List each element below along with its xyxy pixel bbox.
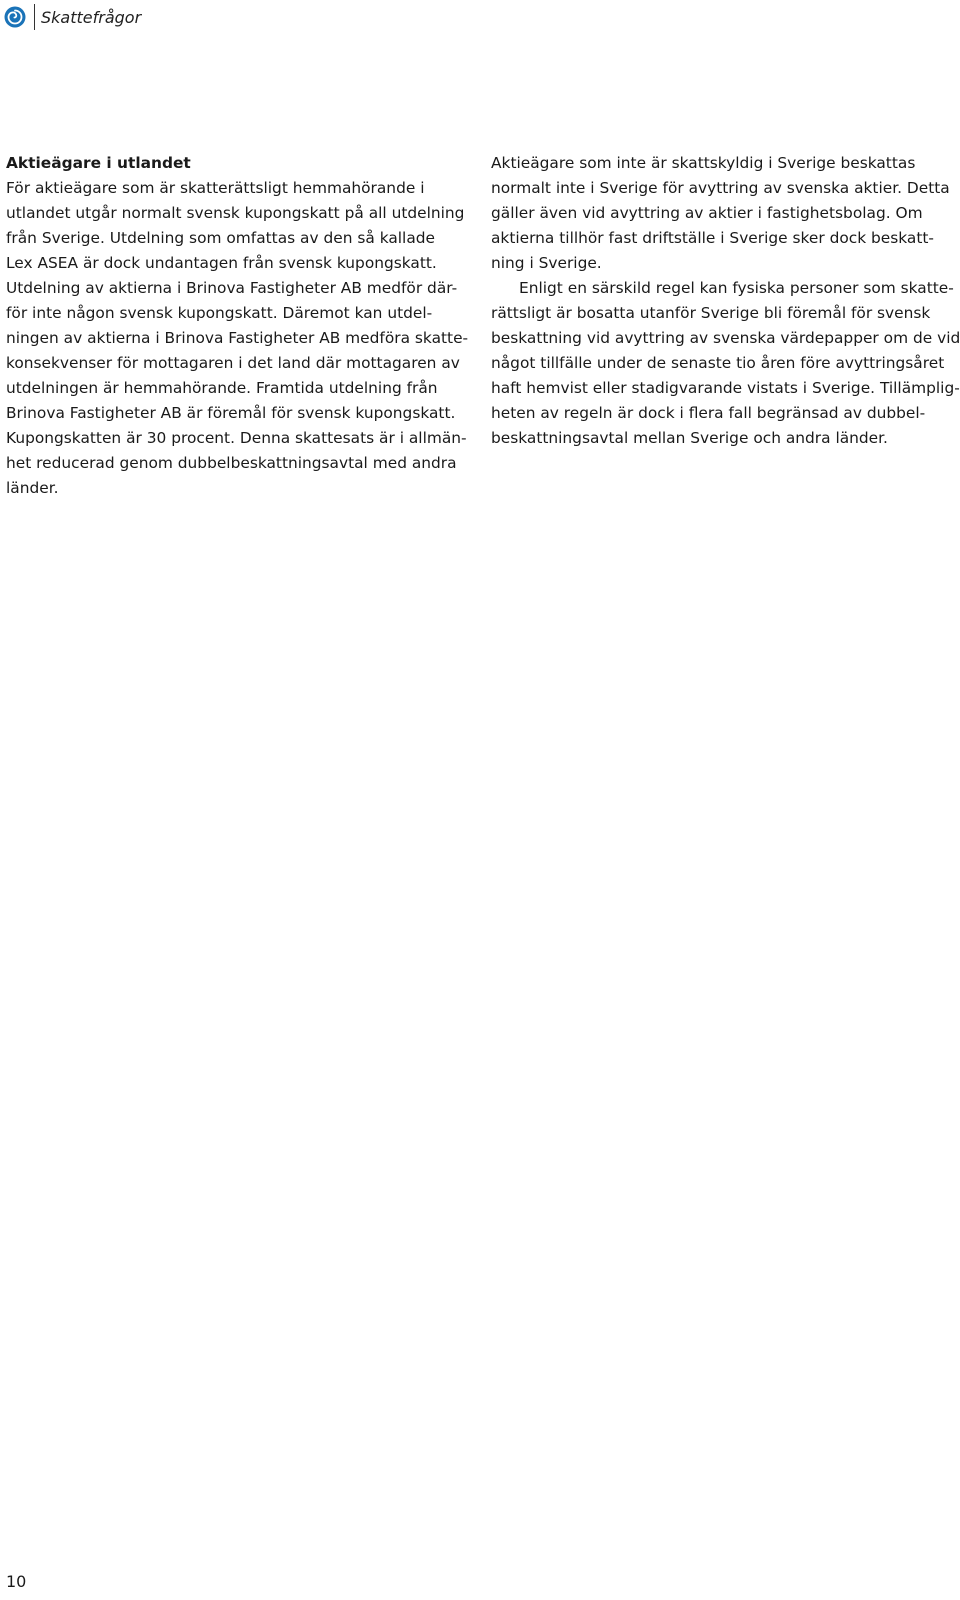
- text-line: För aktieägare som är skatterättsligt hemmahörande i: [6, 179, 425, 197]
- section-heading: Aktieägare i utlandet: [6, 154, 191, 172]
- text-line: Utdelning av aktierna i Brinova Fastigheter AB medför där-: [6, 279, 458, 297]
- text-line: het reducerad genom dubbelbeskattningsavtal med andra: [6, 454, 457, 472]
- text-line: konsekvenser för mottagaren i det land där mottagaren av: [6, 354, 460, 372]
- text-line: beskattning vid avyttring av svenska värdepapper om de vid: [491, 329, 960, 347]
- left-body: [6, 176, 469, 501]
- header-title: Skattefrågor: [41, 7, 142, 27]
- text-line: Aktieägare som inte är skattskyldig i Sverige beskattas: [491, 154, 916, 172]
- text-line: haft hemvist eller stadigvarande vistats i Sverige. Tillämplig-: [491, 379, 960, 397]
- text-line: från Sverige. Utdelning som omfattas av den så kallade: [6, 229, 435, 247]
- text-line: utlandet utgår normalt svensk kupongskatt på all utdelning: [6, 204, 465, 222]
- text-line: ning i Sverige.: [491, 254, 602, 272]
- text-line: Kupongskatten är 30 procent. Denna skattesats är i allmän-: [6, 429, 467, 447]
- swirl-logo-icon: [4, 6, 26, 28]
- text-line: heten av regeln är dock i flera fall begränsad av dubbel-: [491, 404, 926, 422]
- text-line: Enligt en särskild regel kan fysiska personer som skatte-: [519, 279, 954, 297]
- text-line: utdelningen är hemmahörande. Framtida utdelning från: [6, 379, 438, 397]
- page-header: [4, 4, 141, 30]
- text-line: gäller även vid avyttring av aktier i fastighetsbolag. Om: [491, 204, 923, 222]
- paragraph-1: [491, 151, 950, 276]
- text-line: rättsligt är bosatta utanför Sverige bli föremål för svensk: [491, 304, 931, 322]
- left-column: [6, 151, 469, 501]
- text-line: normalt inte i Sverige för avyttring av svenska aktier. Detta: [491, 179, 950, 197]
- right-column: [491, 151, 960, 451]
- text-line: Lex ASEA är dock undantagen från svensk kupongskatt.: [6, 254, 437, 272]
- text-line: beskattningsavtal mellan Sverige och andra länder.: [491, 429, 888, 447]
- text-line: länder.: [6, 479, 59, 497]
- text-line: aktierna tillhör fast driftställe i Sverige sker dock beskatt-: [491, 229, 934, 247]
- text-line: ningen av aktierna i Brinova Fastigheter AB medföra skatte-: [6, 329, 469, 347]
- text-line: Brinova Fastigheter AB är föremål för svensk kupongskatt.: [6, 404, 456, 422]
- paragraph-2: [491, 276, 960, 451]
- header-divider: [34, 4, 35, 30]
- page-number: 10: [6, 1572, 27, 1591]
- text-line: för inte någon svensk kupongskatt. Däremot kan utdel-: [6, 304, 433, 322]
- text-line: något tillfälle under de senaste tio åren före avyttringsåret: [491, 354, 945, 372]
